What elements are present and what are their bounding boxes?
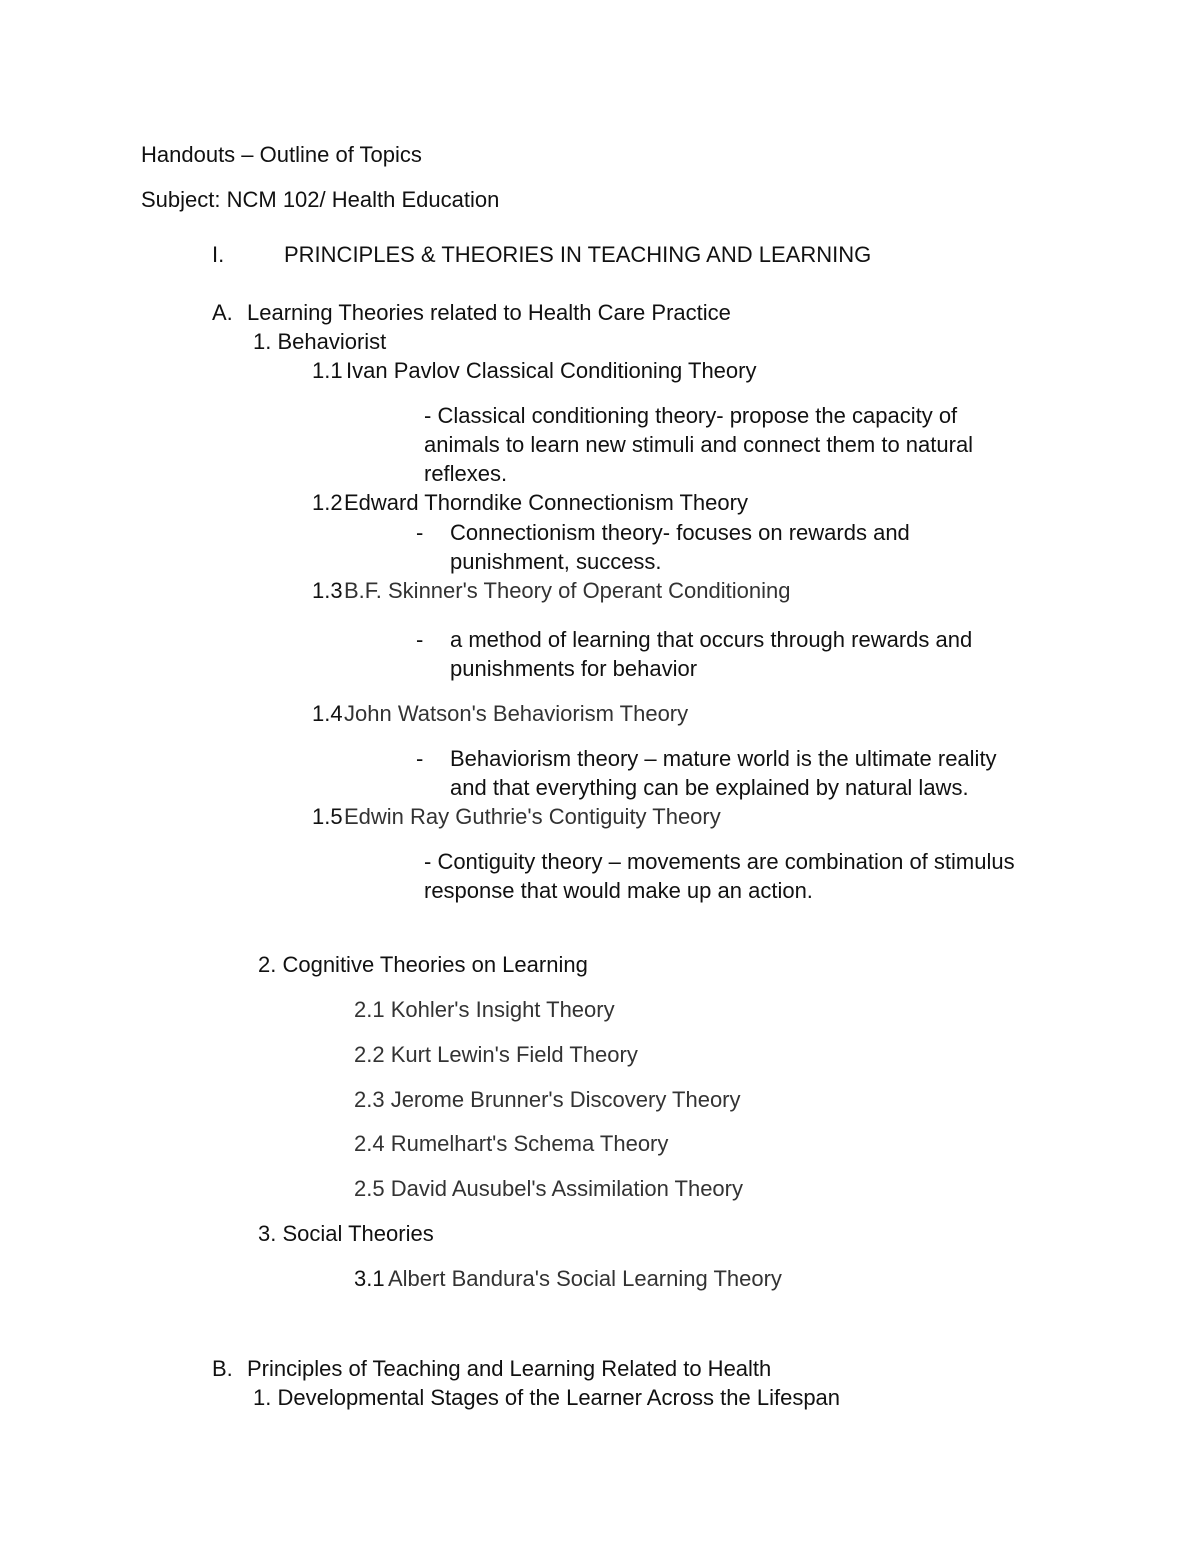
theory-1-5-desc-line: response that would make up an action. — [424, 878, 813, 903]
theory-1-3-desc-line: punishments for behavior — [450, 656, 698, 681]
document-title: Handouts – Outline of Topics — [141, 142, 422, 167]
theory-1-4-desc-line: and that everything can be explained by natural laws. — [450, 775, 969, 800]
theory-1-2-desc-line: Connectionism theory- focuses on rewards and — [450, 520, 910, 545]
section-title: PRINCIPLES & THEORIES IN TEACHING AND LEARNING — [284, 242, 872, 267]
part-b-item-1: 1. Developmental Stages of the Learner Across the Lifespan — [253, 1385, 841, 1410]
cognitive-item: 2.3 Jerome Brunner's Discovery Theory — [354, 1087, 741, 1112]
theory-1-3-dash: - — [416, 627, 424, 652]
theory-1-3-number: 1.3 — [312, 578, 343, 603]
theory-1-2-number: 1.2 — [312, 490, 343, 515]
part-b-letter: B. — [212, 1356, 233, 1381]
theory-1-1-desc-line: reflexes. — [424, 461, 508, 486]
theory-1-1-number: 1.1 — [312, 358, 343, 383]
theory-1-1-name: Ivan Pavlov Classical Conditioning Theory — [346, 358, 757, 383]
theory-1-1-desc-line: animals to learn new stimuli and connect them to natural — [424, 432, 974, 457]
cognitive-item: 2.1 Kohler's Insight Theory — [354, 997, 615, 1022]
theory-1-3-desc-line: a method of learning that occurs through rewards and — [450, 627, 973, 652]
behaviorist-heading: 1. Behaviorist — [253, 329, 387, 354]
cognitive-heading: 2. Cognitive Theories on Learning — [258, 952, 588, 977]
cognitive-item: 2.2 Kurt Lewin's Field Theory — [354, 1042, 638, 1067]
part-b-title: Principles of Teaching and Learning Related to Health — [247, 1356, 772, 1381]
theory-1-5-number: 1.5 — [312, 804, 343, 829]
theory-1-4-name: John Watson's Behaviorism Theory — [344, 701, 689, 726]
theory-1-4-number: 1.4 — [312, 701, 343, 726]
theory-3-1-number: 3.1 — [354, 1266, 385, 1291]
cognitive-item: 2.5 David Ausubel's Assimilation Theory — [354, 1176, 743, 1201]
theory-1-5-desc-line: - Contiguity theory – movements are combination of stimulus — [424, 849, 1015, 874]
theory-3-1-name: Albert Bandura's Social Learning Theory — [388, 1266, 782, 1291]
cognitive-item: 2.4 Rumelhart's Schema Theory — [354, 1131, 669, 1156]
theory-1-4-dash: - — [416, 746, 424, 771]
theory-1-2-name: Edward Thorndike Connectionism Theory — [344, 490, 748, 515]
social-heading: 3. Social Theories — [258, 1221, 434, 1246]
theory-1-5-name: Edwin Ray Guthrie's Contiguity Theory — [344, 804, 721, 829]
subject-line: Subject: NCM 102/ Health Education — [141, 187, 500, 212]
theory-1-4-desc-line: Behaviorism theory – mature world is the ultimate reality — [450, 746, 997, 771]
theory-1-3-name: B.F. Skinner's Theory of Operant Conditioning — [344, 578, 791, 603]
theory-1-2-dash: - — [416, 520, 424, 545]
part-a-title: Learning Theories related to Health Care Practice — [247, 300, 731, 325]
theory-1-2-desc-line: punishment, success. — [450, 549, 662, 574]
section-numeral: I. — [212, 242, 225, 267]
part-a-letter: A. — [212, 300, 233, 325]
theory-1-1-desc-line: - Classical conditioning theory- propose the capacity of — [424, 403, 958, 428]
